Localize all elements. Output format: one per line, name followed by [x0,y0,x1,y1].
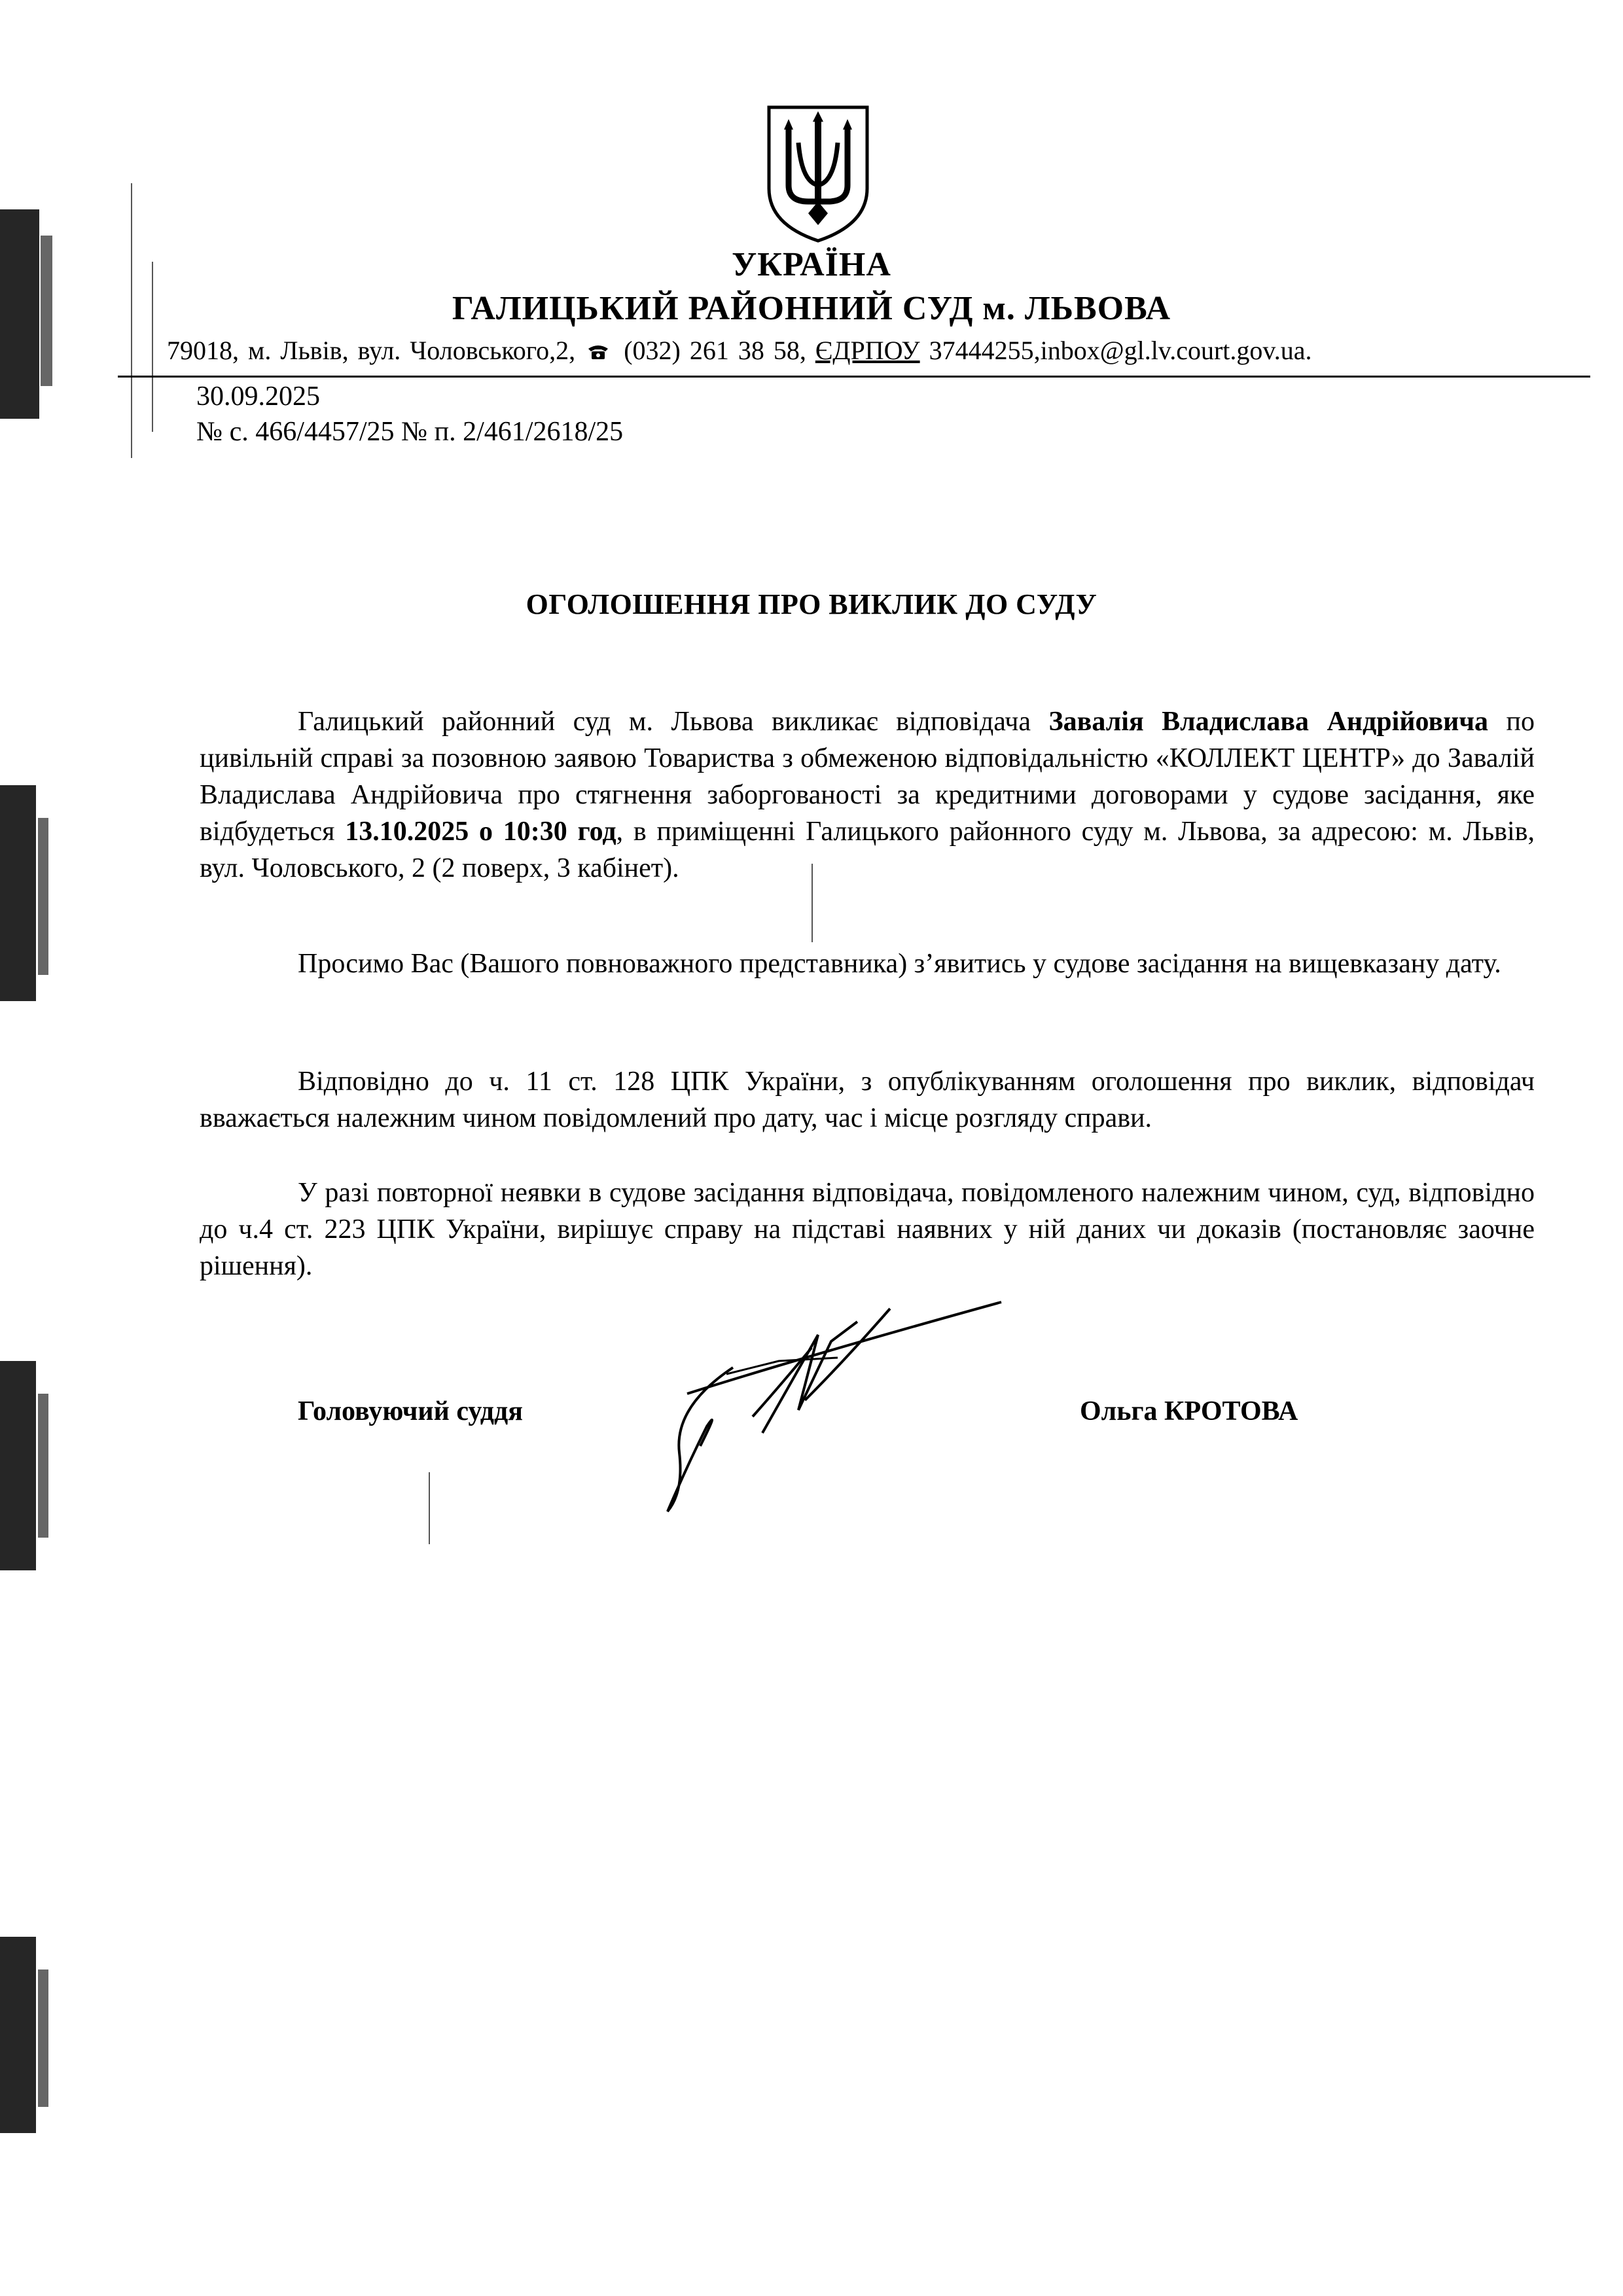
scan-artifact-left-7 [0,1937,36,2133]
paragraph-default-judgment [200,1174,1535,1284]
defendant-name: Завалія Владислава Андрійовича [1048,707,1489,737]
judge-role: Головуючий суддя [298,1396,523,1426]
trident-emblem-icon [762,103,874,244]
telephone-icon [587,344,609,361]
document-title: ОГОЛОШЕННЯ ПРО ВИКЛИК ДО СУДУ [526,588,1097,620]
scan-artifact-left-3 [0,785,36,1001]
phone-number: (032) 261 38 58, [624,336,806,365]
header-divider [118,376,1590,378]
handwritten-signature [648,1296,1014,1544]
scan-artifact-left-8 [38,1969,48,2107]
edrpou-label: ЄДРПОУ [815,336,920,365]
scan-artifact-left-5 [0,1361,36,1570]
document-date: 30.09.2025 [196,381,320,412]
paragraph-legal-basis [200,1063,1535,1137]
country-heading: УКРАЇНА [732,246,891,283]
edrpou-and-email: 37444255,inbox@gl.lv.court.gov.ua. [929,336,1312,365]
paragraph-request [200,945,1535,982]
p1-text-3: , в приміщенні Галицького районного суду м. Львова, за адресою: м. Львів, вул. Чоловського, 2 (2 поверх, 3 кабінет). [200,817,1535,883]
court-address-line [167,335,1580,366]
scan-artifact-left-4 [38,818,48,975]
p2-text: Просимо Вас (Вашого повноважного представника) з’явитись у судове засідання на вищевказану дату. [298,949,1501,979]
scan-vertical-line-3 [429,1472,430,1544]
p1-text-1: Галицький районний суд м. Львова викликає відповідача [298,707,1049,737]
p1-text-2: по цивільній справі за позовною заявою Товариства з обмеженою відповідальністю «КОЛЛЕКТ ЦЕНТР» до Завалій Владислава Андрійовича про стягнення заборгованості за кредитними договорами у судове засідання, яке відбудеться [200,707,1535,847]
address-text: 79018, м. Львів, вул. Чоловського,2, [167,336,576,365]
scan-vertical-line-2 [152,262,153,432]
case-number: № с. 466/4457/25 № п. 2/461/2618/25 [196,417,624,447]
p3-text: Відповідно до ч. 11 ст. 128 ЦПК України, з опублікуванням оголошення про виклик, відповідач вважається належним чином повідомлений про дату, час і місце розгляду справи. [200,1067,1535,1133]
scan-artifact-left-6 [38,1394,48,1538]
paragraph-summons [200,703,1535,887]
hearing-datetime: 13.10.2025 о 10:30 год [345,817,616,847]
judge-name: Ольга КРОТОВА [1080,1396,1298,1426]
court-name-heading: ГАЛИЦЬКИЙ РАЙОННИЙ СУД м. ЛЬВОВА [452,290,1171,327]
p4-text: У разі повторної неявки в судове засідання відповідача, повідомленого належним чином, суд, відповідно до ч.4 ст. 223 ЦПК України, вирішує справу на підставі наявних у ній даних чи доказів (постановляє заочне рішення). [200,1178,1535,1281]
